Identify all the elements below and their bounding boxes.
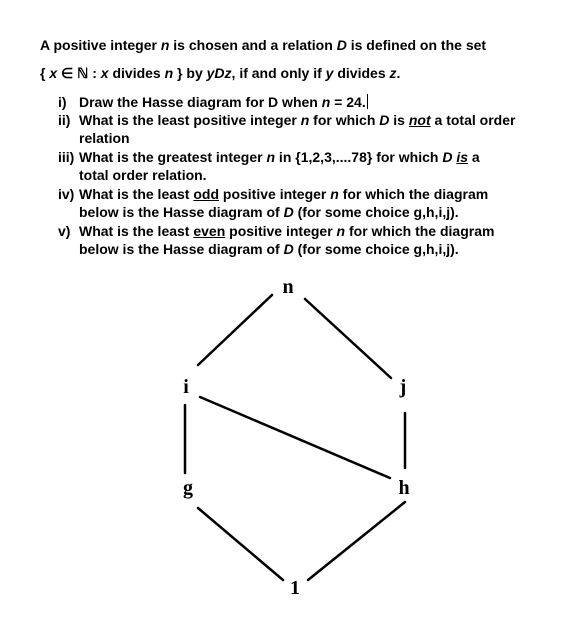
intro-text: A positive integer <box>40 37 161 53</box>
var-n: n <box>321 94 331 110</box>
question-text: a total order <box>430 112 516 128</box>
question-text: for which the diagram <box>345 223 495 239</box>
var-x: x <box>100 65 109 81</box>
var-n: n <box>330 186 339 202</box>
question-text: What is the least <box>79 186 194 202</box>
question-text: is <box>389 112 409 128</box>
question-text: (for some choice g,h,i,j). <box>293 241 459 257</box>
question-text: Draw the Hasse diagram for D when <box>79 94 322 110</box>
intro-text: is chosen and a relation <box>169 37 337 53</box>
intro-text: is defined on the set <box>346 37 487 53</box>
var-n: n <box>266 149 276 165</box>
question-text: for which the diagram <box>338 186 489 202</box>
var-D: D <box>379 112 390 128</box>
question-text: (for some choice g,h,i,j). <box>293 204 459 220</box>
var-D: D <box>442 149 453 165</box>
question-continuation: total order relation. <box>79 167 207 183</box>
edge-i-n <box>198 295 272 365</box>
question-number: i) <box>58 94 67 110</box>
question-text: What is the least positive integer <box>79 112 301 128</box>
intro-text: divides <box>333 65 390 81</box>
node-label: i <box>183 376 189 398</box>
emphasis-word: not <box>408 112 431 128</box>
question-continuation: relation <box>79 130 130 146</box>
question-text: What is the greatest integer <box>79 149 267 165</box>
question-text: below is the Hasse diagram of <box>79 204 284 220</box>
intro-text: , if and only if <box>231 65 326 81</box>
var-x: x <box>49 65 58 81</box>
node-label: 1 <box>290 577 300 599</box>
intro-text: divides <box>108 65 165 81</box>
question-number: iv) <box>58 186 75 202</box>
intro-text: } by <box>173 65 207 81</box>
node-label: j <box>399 376 407 398</box>
question-text: = 24. <box>330 94 366 110</box>
question-text: positive integer <box>225 223 337 239</box>
question-text: in {1,2,3,....78} for which <box>275 149 443 165</box>
question-text: below is the Hasse diagram of <box>79 241 284 257</box>
edge-1-h <box>308 502 405 580</box>
var-D: D <box>336 37 347 53</box>
emphasis-word: is <box>456 149 469 165</box>
question-text: What is the least <box>79 223 194 239</box>
var-yDz: yDz <box>206 65 232 81</box>
question-text: a <box>468 149 480 165</box>
question-number: v) <box>58 223 71 239</box>
question-text: positive integer <box>219 186 331 202</box>
emphasis-word: even <box>193 223 226 239</box>
var-D: D <box>283 241 294 257</box>
node-label: n <box>282 276 294 298</box>
var-y: y <box>325 65 334 81</box>
edge-j-n <box>305 299 391 378</box>
question-number: ii) <box>58 112 71 128</box>
var-D: D <box>283 204 294 220</box>
var-n: n <box>160 37 170 53</box>
var-z: z <box>389 65 397 81</box>
question-number: iii) <box>58 149 75 165</box>
question-text: for which <box>309 112 380 128</box>
node-label: g <box>183 477 193 499</box>
var-n: n <box>300 112 310 128</box>
set-element-of: ∈ ℕ : <box>57 65 101 81</box>
intro-text: . <box>396 65 401 81</box>
set-brace: { <box>40 65 50 81</box>
edge-h-i <box>200 397 390 478</box>
edge-1-g <box>198 508 283 580</box>
node-label: h <box>398 477 410 499</box>
var-n: n <box>164 65 174 81</box>
emphasis-word: odd <box>193 186 220 202</box>
var-n: n <box>336 223 346 239</box>
